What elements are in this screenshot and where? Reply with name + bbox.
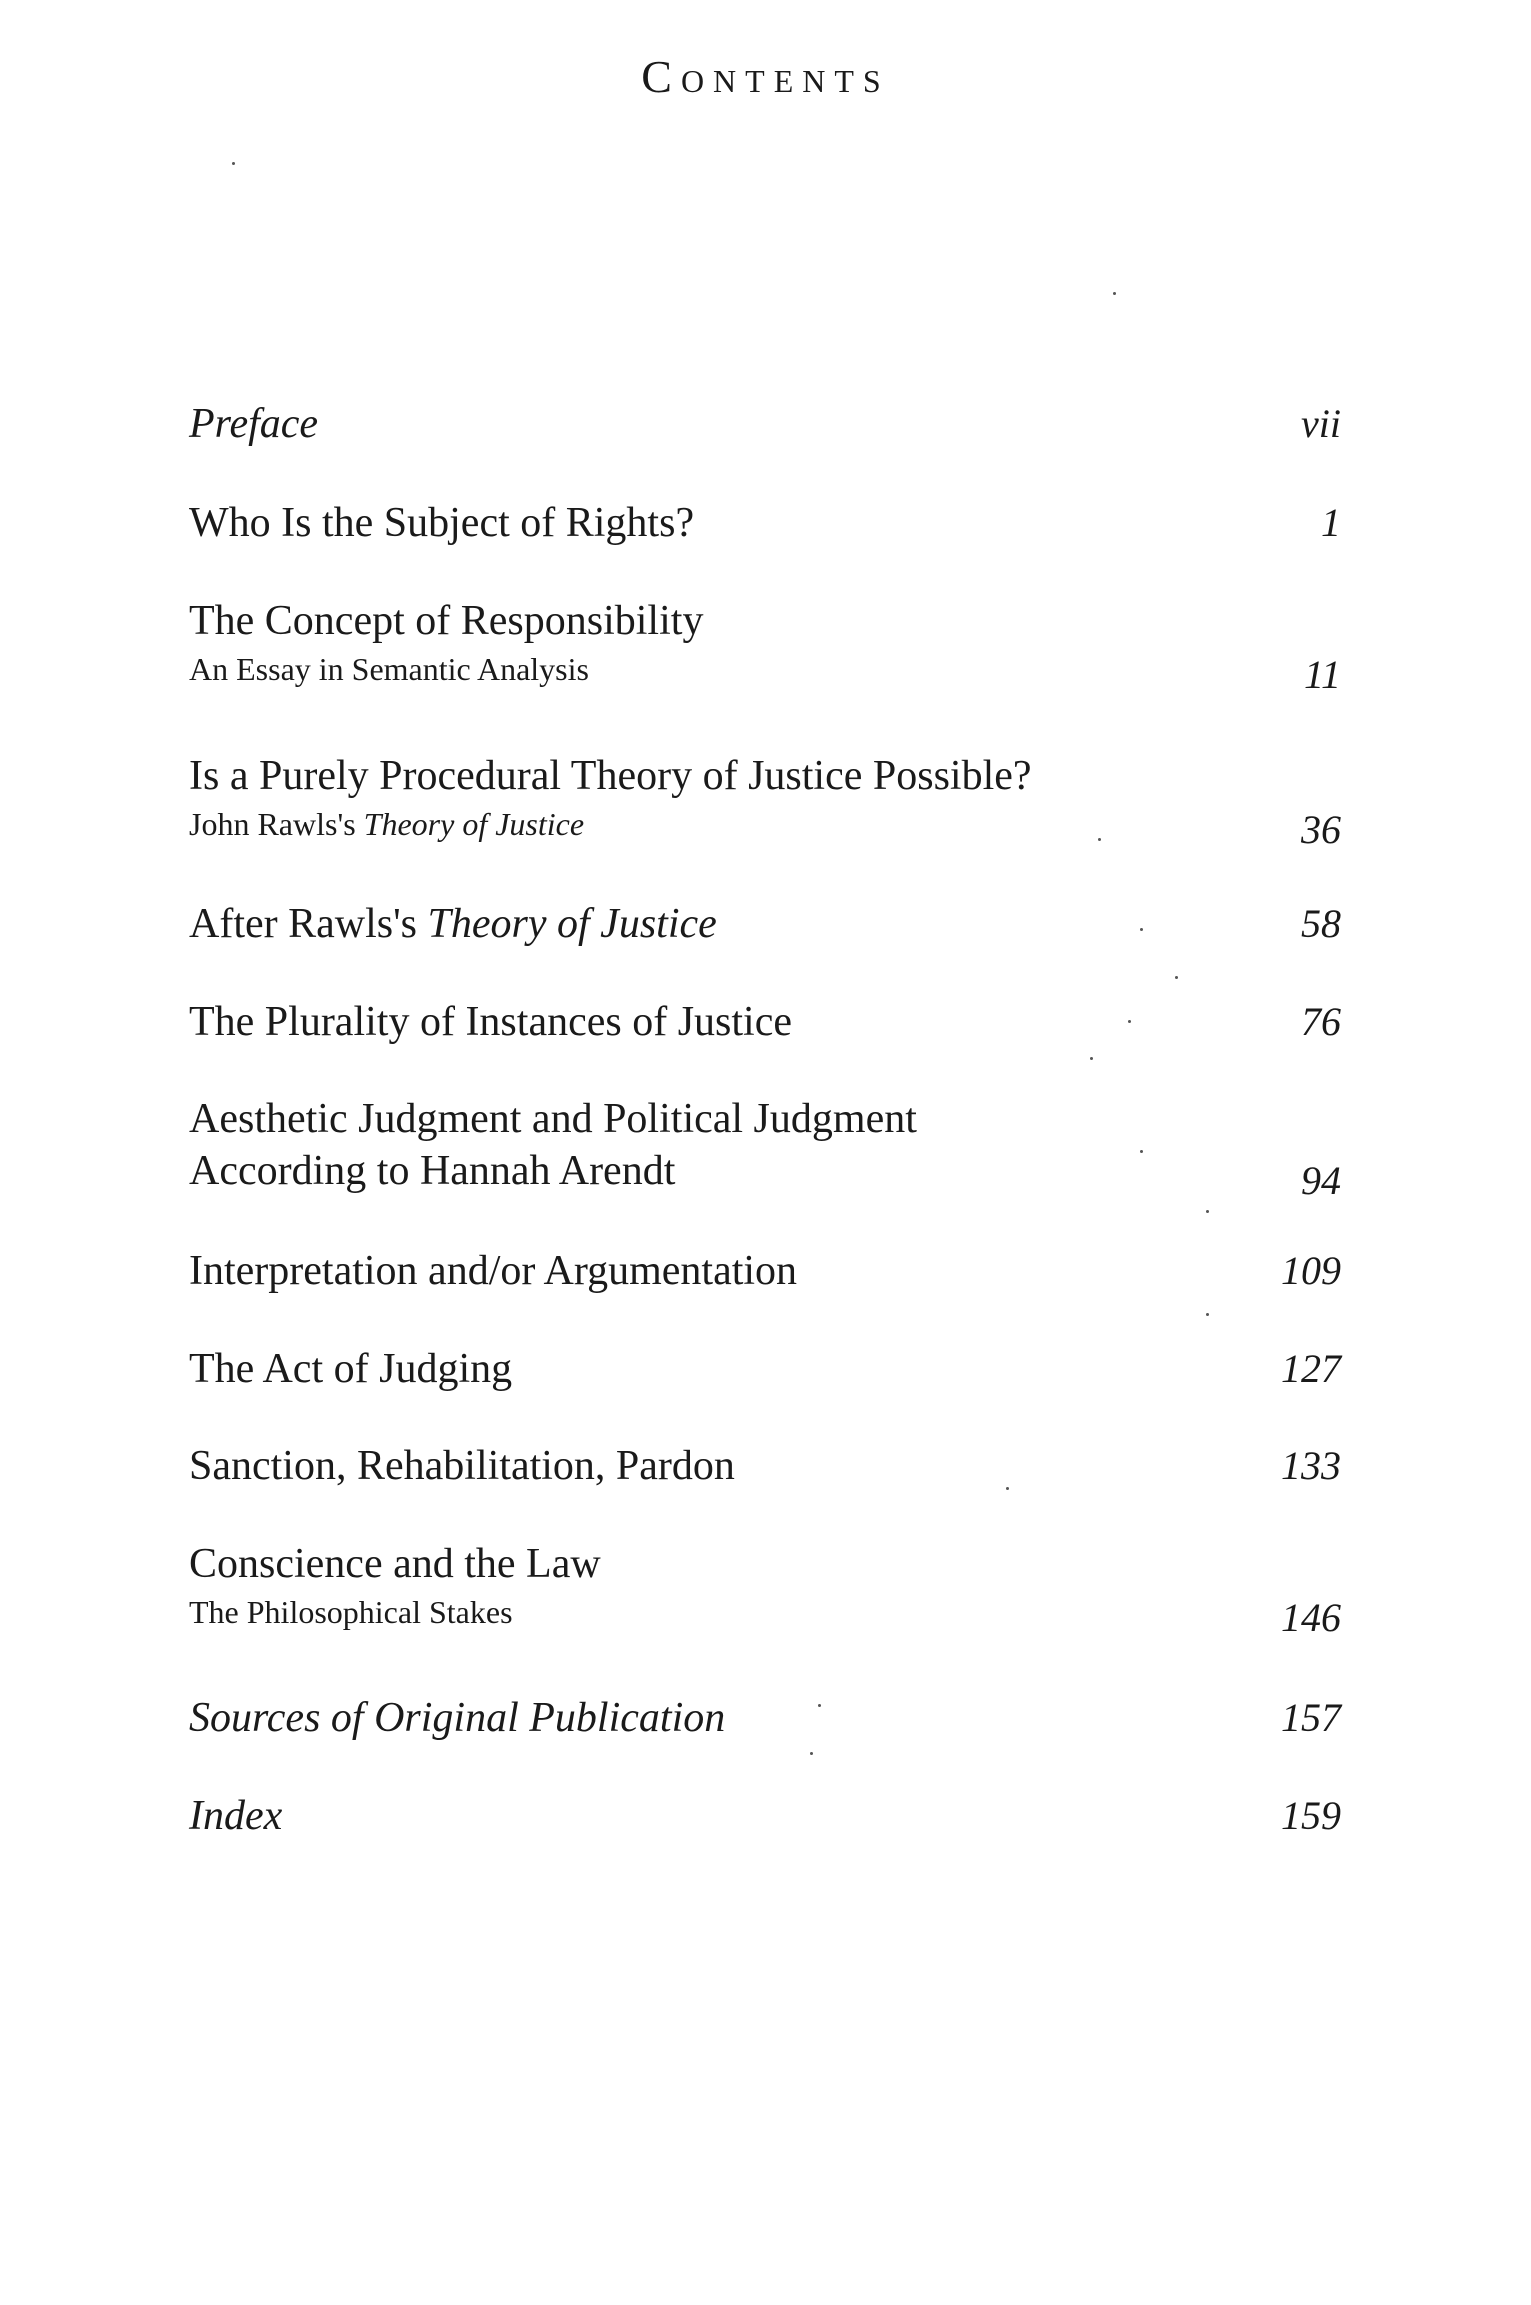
entry-page-number: 133 (1281, 1443, 1341, 1488)
entry-subtitle: An Essay in Semantic Analysis (189, 651, 589, 687)
subtitle-book-title: Theory of Justice (363, 806, 585, 842)
entry-page-number: 94 (1301, 1158, 1341, 1203)
entry-page-number: 58 (1301, 901, 1341, 946)
entry-page-number: 11 (1303, 652, 1341, 697)
scan-speck (1140, 1150, 1143, 1153)
entry-title: Sanction, Rehabilitation, Pardon (189, 1443, 735, 1489)
toc-entry-index (189, 1790, 1341, 1842)
entry-title: Who Is the Subject of Rights? (189, 500, 695, 546)
entry-title: The Plurality of Instances of Justice (189, 999, 793, 1045)
toc-entry-conscience-and-law (189, 1538, 1341, 1640)
toc-entry-subject-of-rights (189, 497, 1341, 549)
entry-page-number: 1 (1321, 500, 1341, 545)
scan-speck (232, 162, 235, 165)
toc-entry-preface (189, 398, 1341, 450)
entry-title: Is a Purely Procedural Theory of Justice Possible? (189, 753, 1032, 799)
scan-speck (1206, 1210, 1209, 1213)
scan-speck (1140, 928, 1143, 931)
scan-speck (810, 1752, 813, 1755)
entry-title (189, 898, 1341, 950)
entry-title: The Act of Judging (189, 1346, 513, 1392)
entry-subtitle: The Philosophical Stakes (189, 1594, 513, 1630)
entry-title: Sources of Original Publication (189, 1695, 726, 1741)
title-book-title: Theory of Justice (427, 901, 717, 947)
entry-title: Interpretation and/or Argumentation (189, 1248, 798, 1294)
entry-title: The Concept of Responsibility (189, 598, 704, 644)
entry-subtitle (189, 802, 1341, 846)
scan-speck (1113, 292, 1116, 295)
subtitle-prefix: John Rawls's (189, 806, 356, 842)
toc-entry-sources (189, 1692, 1341, 1744)
scan-speck (1128, 1020, 1131, 1023)
entry-page-number: 146 (1281, 1595, 1341, 1640)
entry-title: Preface (189, 401, 319, 447)
entry-title-line-2: According to Hannah Arendt (189, 1148, 676, 1194)
title-prefix: After Rawls's (189, 901, 418, 947)
toc-entry-after-rawls (189, 898, 1341, 950)
scan-speck (1098, 838, 1101, 841)
scan-speck (1006, 1487, 1009, 1490)
toc-entry-plurality-of-instances (189, 996, 1341, 1048)
entry-title-line-1: Aesthetic Judgment and Political Judgment (189, 1096, 917, 1142)
scan-speck (1206, 1313, 1209, 1316)
entry-title: Conscience and the Law (189, 1541, 601, 1587)
entry-page-number: 36 (1301, 807, 1341, 852)
scan-speck (1090, 1057, 1093, 1060)
toc-entry-act-of-judging (189, 1343, 1341, 1395)
scan-speck (818, 1704, 821, 1707)
entry-page-number: 109 (1281, 1248, 1341, 1293)
toc-entry-sanction (189, 1440, 1341, 1492)
scan-speck (1175, 976, 1178, 979)
entry-page-number: 157 (1281, 1695, 1341, 1740)
entry-page-number: 127 (1281, 1346, 1341, 1391)
entry-page-number: 159 (1281, 1793, 1341, 1838)
toc-entry-concept-of-responsibility (189, 595, 1341, 697)
toc-entry-aesthetic-judgment (189, 1093, 1341, 1203)
entry-page-number: vii (1301, 401, 1341, 446)
toc-entry-interpretation (189, 1245, 1341, 1297)
entry-title: Index (189, 1793, 283, 1839)
entry-page-number: 76 (1301, 999, 1341, 1044)
page-title: Contents (641, 51, 890, 102)
toc-entry-procedural-theory (189, 750, 1341, 852)
